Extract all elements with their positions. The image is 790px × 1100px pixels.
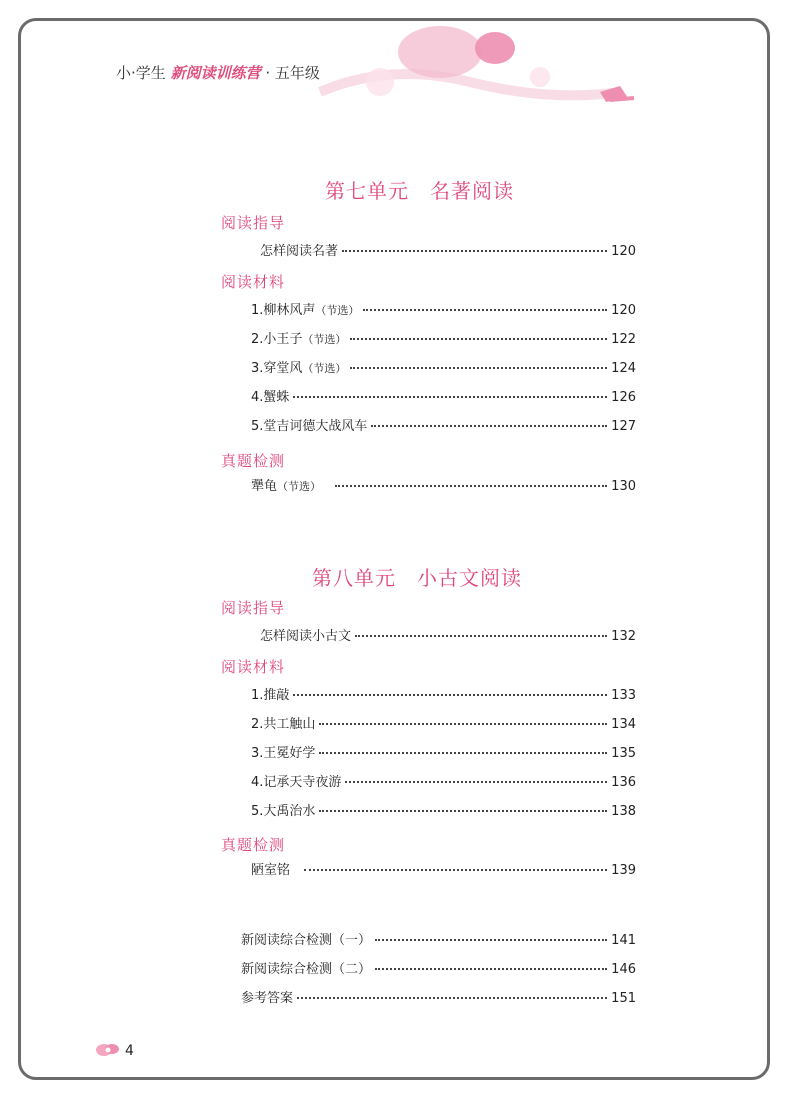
toc-row[interactable]: [251, 771, 636, 790]
toc-row[interactable]: [251, 475, 636, 494]
toc-row-title: 4.记承天寺夜游: [251, 775, 342, 790]
leader-dots: [319, 752, 607, 754]
unit-7-section-guide: 阅读指导: [221, 214, 286, 232]
unit-8-section-guide: 阅读指导: [221, 599, 286, 617]
flower-icon: [95, 1040, 121, 1060]
book-title-prefix: 小·学生: [116, 64, 166, 82]
toc-row-title: 1.推敲: [251, 688, 290, 703]
toc-row[interactable]: [251, 684, 636, 703]
balloon-illustration: [300, 22, 660, 122]
toc-row-title: 3.穿堂风: [251, 361, 303, 376]
toc-row-page: 135: [611, 746, 636, 761]
toc-row-title: 怎样阅读名著: [260, 244, 339, 259]
unit-8-title: 第八单元 小古文阅读: [312, 566, 522, 590]
toc-row-title: 1.柳林风声: [251, 303, 316, 318]
toc-row-page: 126: [611, 390, 636, 405]
toc-row[interactable]: [241, 987, 636, 1006]
toc-row[interactable]: [251, 800, 636, 819]
toc-row[interactable]: [251, 415, 636, 434]
toc-row-page: 139: [611, 863, 636, 878]
toc-row-page: 120: [611, 303, 636, 318]
book-title: [116, 62, 320, 83]
toc-row[interactable]: [251, 386, 636, 405]
leader-dots: [350, 338, 607, 340]
unit-8-section-exam: 真题检测: [221, 836, 286, 854]
toc-row-title: 犟龟: [251, 479, 278, 494]
leader-dots: [335, 485, 607, 487]
leader-dots: [363, 309, 607, 311]
toc-row-note: （节选）: [315, 304, 360, 317]
leader-dots: [342, 250, 607, 252]
toc-row-page: 141: [611, 933, 636, 948]
toc-row[interactable]: [251, 328, 636, 347]
toc-row-title: 2.共工触山: [251, 717, 316, 732]
toc-row-title: 5.大禹治水: [251, 804, 316, 819]
toc-row-page: 127: [611, 419, 636, 434]
unit-8-section-material: 阅读材料: [221, 658, 286, 676]
toc-row[interactable]: [260, 240, 636, 259]
toc-row-title: 2.小王子: [251, 332, 303, 347]
toc-row[interactable]: [251, 299, 636, 318]
unit-7-title: 第七单元 名著阅读: [325, 179, 514, 203]
toc-row[interactable]: [241, 929, 636, 948]
unit-7-section-exam: 真题检测: [221, 452, 286, 470]
leader-dots: [293, 694, 607, 696]
toc-row-page: 122: [611, 332, 636, 347]
toc-row-page: 124: [611, 361, 636, 376]
toc-row-note: （节选）: [277, 480, 322, 493]
toc-row[interactable]: [241, 958, 636, 977]
toc-row-title: 陋室铭: [251, 863, 291, 878]
leader-dots: [304, 869, 607, 871]
toc-row-page: 136: [611, 775, 636, 790]
leader-dots: [375, 939, 607, 941]
toc-row-title: 参考答案: [241, 991, 294, 1006]
toc-row[interactable]: [251, 713, 636, 732]
toc-row-page: 134: [611, 717, 636, 732]
toc-row[interactable]: [251, 742, 636, 761]
leader-dots: [355, 635, 607, 637]
toc-row-title: 怎样阅读小古文: [260, 629, 352, 644]
toc-row-page: 132: [611, 629, 636, 644]
toc-row-page: 146: [611, 962, 636, 977]
page-number: 4: [125, 1043, 134, 1059]
toc-row-title: 3.王冕好学: [251, 746, 316, 761]
toc-row-page: 151: [611, 991, 636, 1006]
unit-7-section-material: 阅读材料: [221, 273, 286, 291]
toc-row-title: 5.堂吉诃德大战风车: [251, 419, 368, 434]
leader-dots: [350, 367, 607, 369]
leader-dots: [293, 396, 607, 398]
toc-row-title: 新阅读综合检测（二）: [241, 962, 372, 977]
leader-dots: [297, 997, 607, 999]
toc-row-page: 133: [611, 688, 636, 703]
toc-row-title: 4.蟹蛛: [251, 390, 290, 405]
leader-dots: [345, 781, 607, 783]
toc-row-note: （节选）: [302, 362, 347, 375]
leader-dots: [375, 968, 607, 970]
toc-row-title: 新阅读综合检测（一）: [241, 933, 372, 948]
toc-row-page: 138: [611, 804, 636, 819]
toc-row[interactable]: [251, 859, 636, 878]
leader-dots: [319, 723, 607, 725]
leader-dots: [371, 425, 607, 427]
leader-dots: [319, 810, 607, 812]
toc-row-note: （节选）: [302, 333, 347, 346]
book-series-name: 新阅读训练营: [170, 64, 261, 82]
toc-row[interactable]: [260, 625, 636, 644]
toc-row[interactable]: [251, 357, 636, 376]
toc-row-page: 130: [611, 479, 636, 494]
book-title-grade: · 五年级: [265, 64, 320, 82]
toc-row-page: 120: [611, 244, 636, 259]
